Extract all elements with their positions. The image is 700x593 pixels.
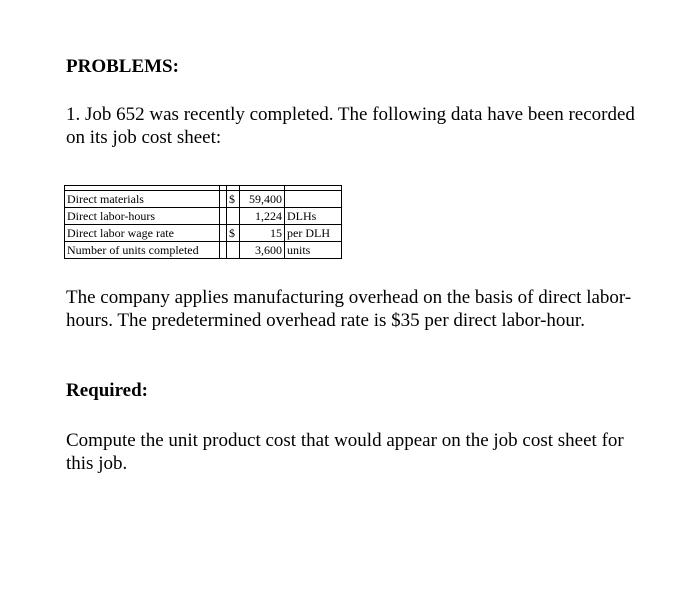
required-statement: Compute the unit product cost that would appear on the job cost sheet for this job. — [66, 430, 624, 474]
job-cost-table — [64, 185, 342, 259]
row-label: Number of units completed — [65, 242, 220, 259]
required-label: Required: — [66, 380, 148, 401]
row-currency — [227, 242, 240, 259]
row-value: 59,400 — [240, 191, 285, 208]
row-value: 1,224 — [240, 208, 285, 225]
row-value: 15 — [240, 225, 285, 242]
row-currency — [227, 208, 240, 225]
row-label: Direct materials — [65, 191, 220, 208]
row-unit: DLHs — [285, 208, 342, 225]
row-currency: $ — [227, 191, 240, 208]
row-label: Direct labor-hours — [65, 208, 220, 225]
row-label: Direct labor wage rate — [65, 225, 220, 242]
row-unit: units — [285, 242, 342, 259]
table-row — [65, 242, 342, 259]
table-row — [65, 191, 342, 208]
problems-heading: PROBLEMS: — [66, 56, 179, 77]
overhead-statement: The company applies manufacturing overhead on the basis of direct labor-hours. The predetermined overhead rate is $35 per direct labor-hour. — [66, 287, 632, 331]
row-unit — [285, 191, 342, 208]
problem-statement: 1. Job 652 was recently completed. The following data have been recorded on its job cost sheet: — [66, 104, 635, 148]
row-value: 3,600 — [240, 242, 285, 259]
table-row — [65, 225, 342, 242]
table-row — [65, 208, 342, 225]
row-unit: per DLH — [285, 225, 342, 242]
row-currency: $ — [227, 225, 240, 242]
